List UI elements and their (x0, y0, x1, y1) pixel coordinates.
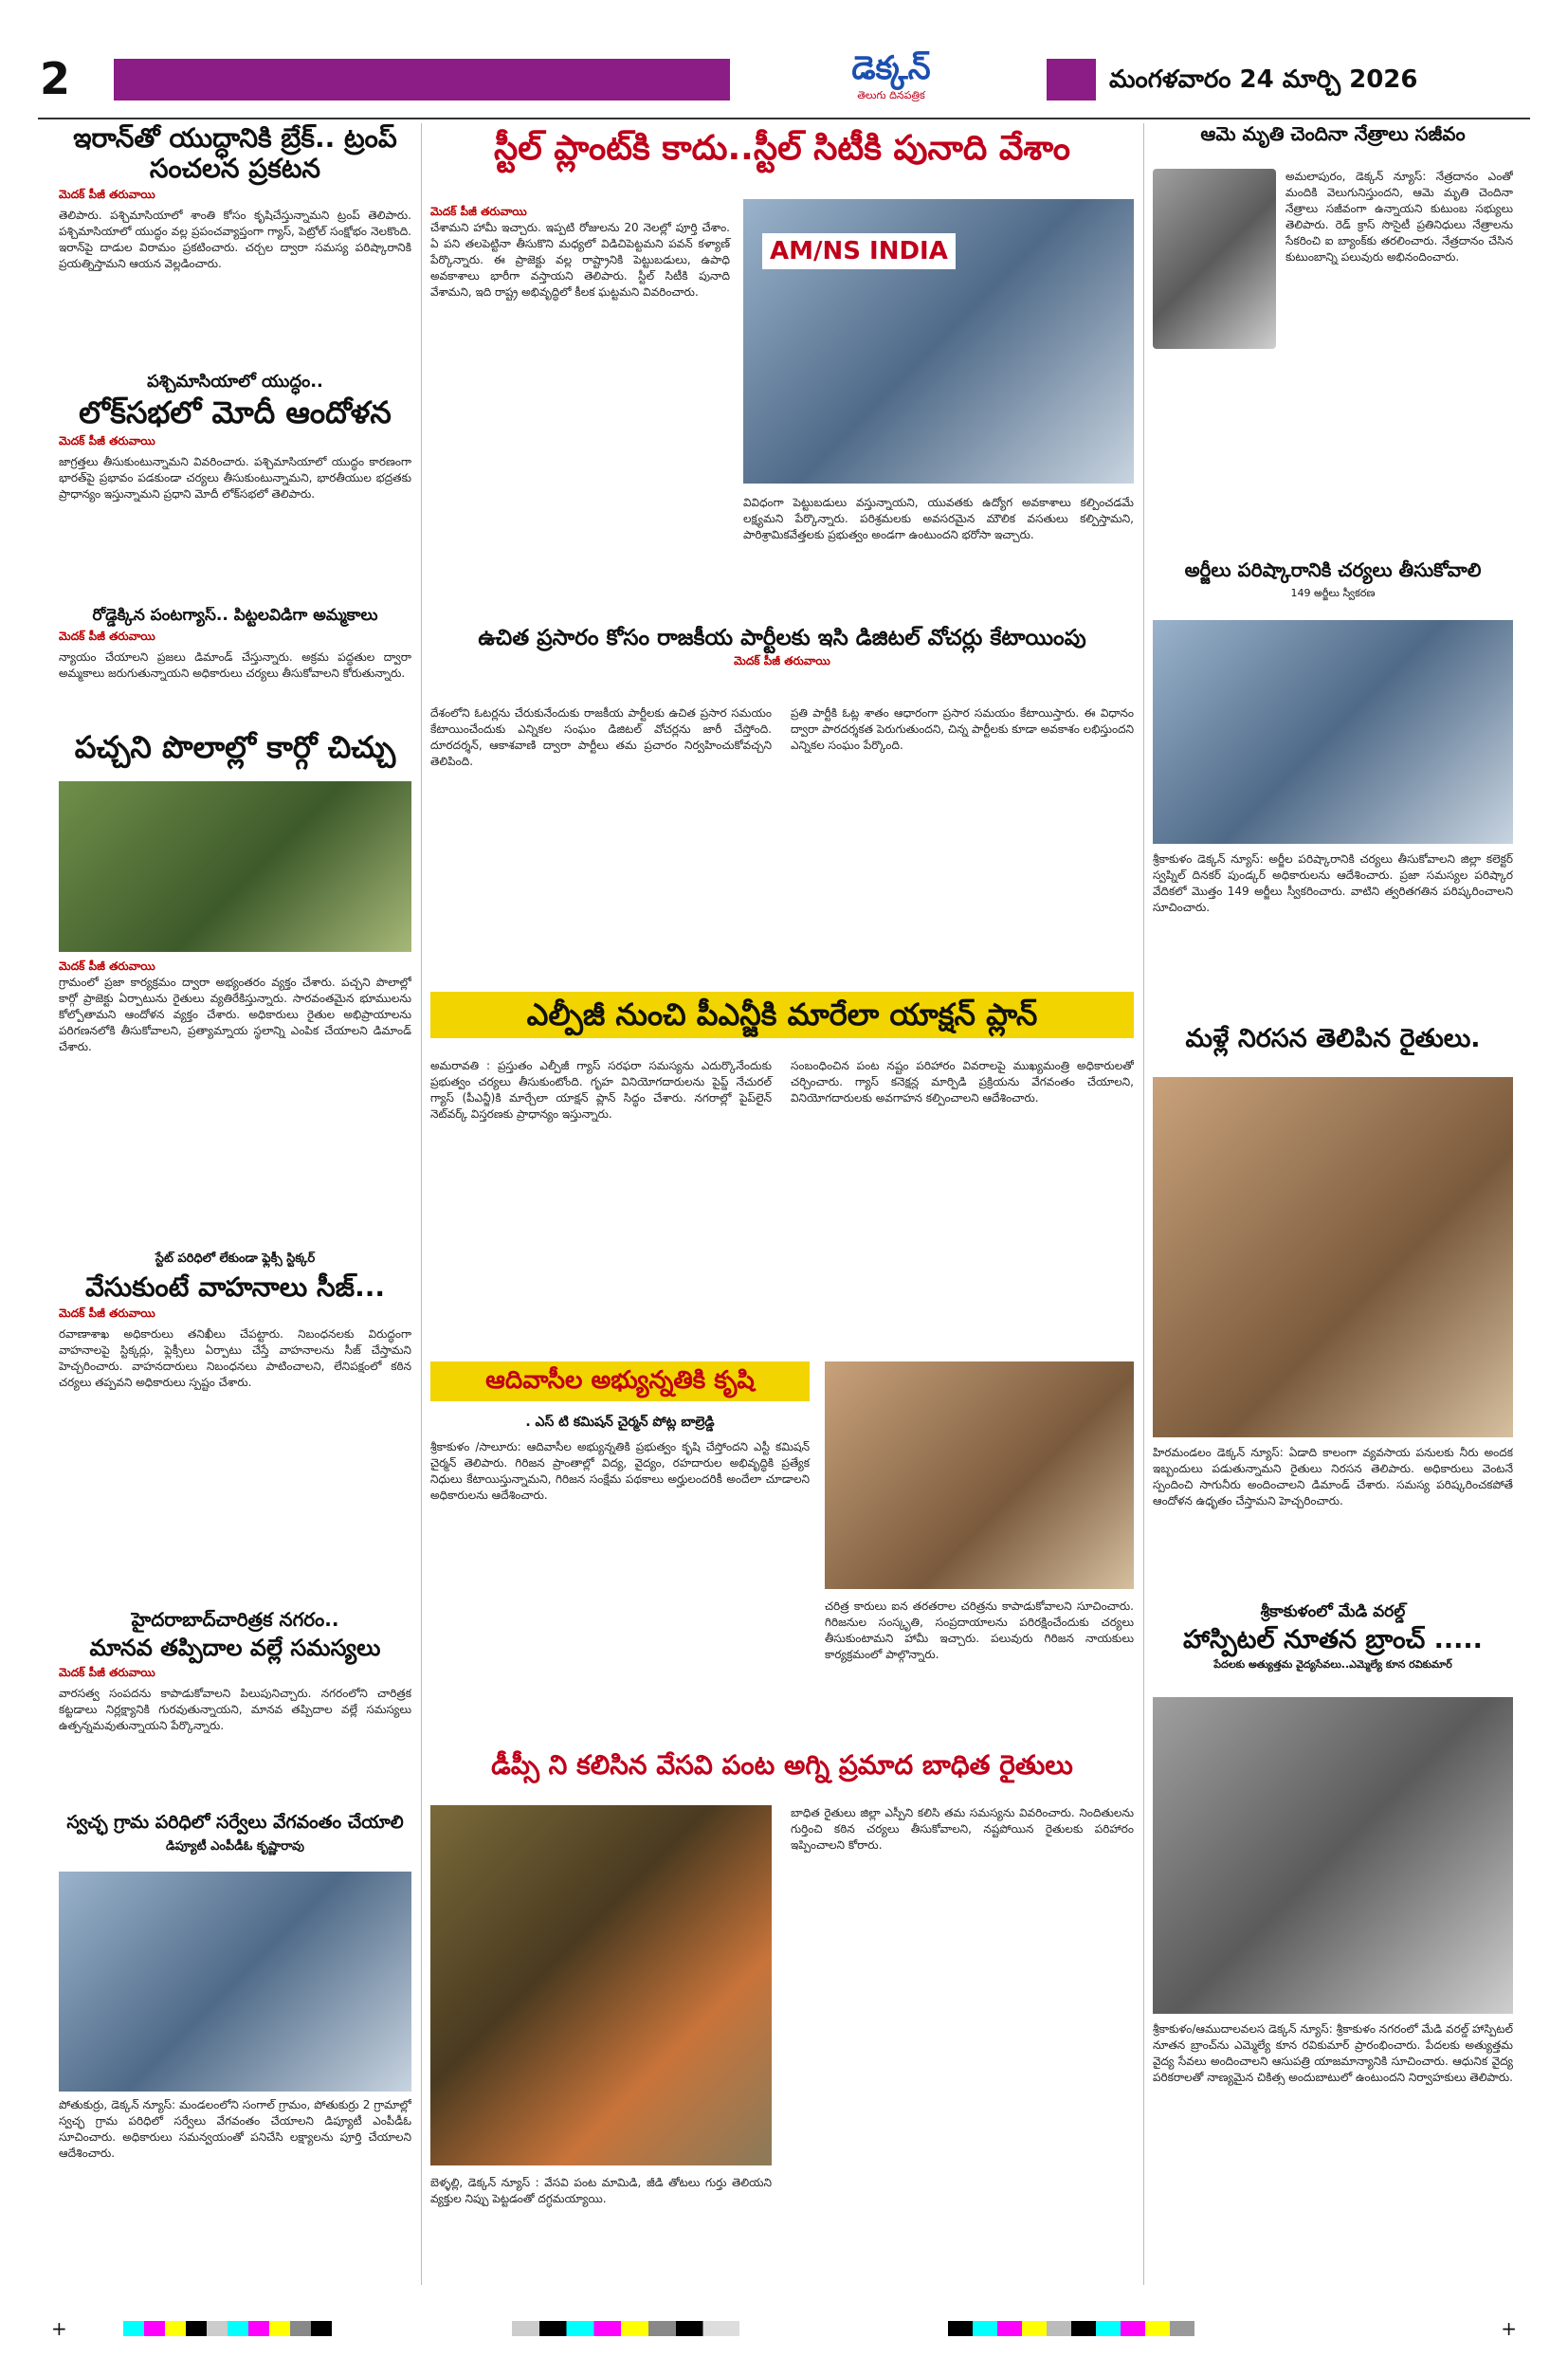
byline: మెదక్ పీజీ తరువాయి (430, 205, 527, 218)
article-body: ప్రతి పార్టీకి ఓట్ల శాతం ఆధారంగా ప్రసార సమయం కేటాయిస్తారు. ఈ విధానం ద్వారా పారదర్శకత పెరుగుతుందని, చిన్న పార్టీలకు కూడా అవకాశం లభిస్తుందని ఎన్నికల సంఘం పేర్కొంది. (791, 706, 1134, 753)
masthead-logo (796, 47, 986, 116)
headline: ఇరాన్‌తో యుద్ధానికి బ్రేక్.. ట్రంప్ సంచలన ప్రకటన (73, 123, 397, 185)
article-hospital-branch (1153, 1602, 1513, 2266)
article-eye-donation (1153, 123, 1513, 550)
photo-sign: AM/NS INDIA (762, 233, 956, 269)
article-body: జాగ్రత్తలు తీసుకుంటున్నామని వివరించారు. పశ్చిమాసియాలో యుద్ధం కారణంగా భారత్‌పై ప్రభావం పడకుండా చర్యలు తీసుకుంటున్నామని, భారతీయుల భద్రతకు ప్రాధాన్యం ఇస్తున్నామని ప్రధాని మోదీ లోక్‌సభలో తెలిపారు. (59, 454, 411, 501)
article-body: అమరావతి : ప్రస్తుతం ఎల్పీజీ గ్యాస్ సరఫరా సమస్యను ఎదుర్కొనేందుకు ప్రభుత్వం చర్యలు తీసుకుంటోంది. గృహ వినియోగదారులను పైప్డ్ నేచురల్ గ్యాస్ (పీఎన్జీ)కి మార్చేలా యాక్షన్ ప్లాన్ సిద్ధం చేశారు. నగరాల్లో పైప్‌లైన్ నెట్‌వర్క్ విస్తరణకు ప్రాధాన్యం ఇస్తున్నారు. (430, 1059, 772, 1122)
article-modi-concern (59, 372, 411, 599)
article-body: వివిధంగా పెట్టుబడులు వస్తున్నాయని, యువతకు ఉద్యోగ అవకాశాలు కల్పించడమే లక్ష్యమని పేర్కొన్నారు. పరిశ్రమలకు అవసరమైన మౌలిక వసతులు కల్పిస్తామని, పారిశ్రామికవేత్తలకు ప్రభుత్వం అండగా ఉంటుందని భరోసా ఇచ్చారు. (743, 496, 1134, 542)
header-band (114, 59, 730, 100)
headline: ఆమె మృతి చెందినా నేత్రాలు సజీవం (1200, 123, 1466, 145)
crosshair-icon: + (51, 2317, 67, 2340)
logo-text: డెక్కన్ (851, 49, 931, 87)
article-body: తెలిపారు. పశ్చిమాసియాలో శాంతి కోసం కృషిచేస్తున్నామని ట్రంప్ తెలిపారు. పశ్చిమాసియాలో యుద్ధం వల్ల ప్రపంచవ్యాప్తంగా గ్యాస్, పెట్రోల్ సంక్షోభం నెలకొంది. ఇరాన్‌పై దాడుల విరామం ప్రకటించారు. చర్చల ద్వారా సమస్య పరిష్కారానికి ప్రయత్నిస్తామని ఆయన వెల్లడించారు. (59, 209, 411, 271)
news-photo (1153, 1077, 1513, 1437)
byline: మెదక్ పీజీ తరువాయి (59, 629, 155, 643)
headline-banner (430, 1361, 810, 1401)
header-divider (38, 118, 1530, 119)
news-photo (59, 1872, 411, 2092)
byline: మెదక్ పీజీ తరువాయి (734, 654, 830, 668)
header-date: మంగళవారం 24 మార్చి 2026 (1109, 65, 1418, 94)
photo-caption: 149 అర్జీలు స్వీకరణ (1290, 587, 1376, 599)
article-digital-vouchers (430, 626, 1134, 986)
news-photo (430, 1805, 772, 2165)
byline: మెదక్ పీజీ తరువాయి (59, 1665, 155, 1679)
article-body: వారసత్వ సంపదను కాపాడుకోవాలని పిలుపునిచ్చారు. నగరంలోని చారిత్రక కట్టడాలు నిర్లక్ష్యానికి గురవుతున్నాయని, మానవ తప్పిదాల వల్లే సమస్యలు ఉత్పన్నమవుతున్నాయని పేర్కొన్నారు. (59, 1686, 411, 1732)
article-body: రవాణాశాఖ అధికారులు తనిఖీలు చేపట్టారు. నిబంధనలకు విరుద్ధంగా వాహనాలపై స్టిక్కర్లు, ఫ్లెక్సీలు ఏర్పాటు చేస్తే వాహనాలను సీజ్ చేస్తామని హెచ్చరించారు. వాహనదారులు నిబంధనలు పాటించాలని, లేనిపక్షంలో కఠిన చర్యలు తప్పవని అధికారులు స్పష్టం చేశారు. (59, 1327, 411, 1390)
column-divider (421, 123, 422, 2285)
article-hyderabad (59, 1608, 411, 1807)
headline: పచ్చని పొలాల్లో కార్గో చిచ్చు (74, 730, 396, 765)
headline: ఉచిత ప్రసారం కోసం రాజకీయ పార్టీలకు ఇసి డిజిటల్ వోచర్లు కేటాయింపు (478, 626, 1086, 650)
article-body: చరిత్ర కారులు ఐన తరతరాల చరిత్రను కాపాడుకోవాలని సూచించారు. గిరిజనుల సంస్కృతి, సంప్రదాయాలను పరిరక్షించేందుకు చర్యలు తీసుకుంటామని హామీ ఇచ్చారు. పలువురు గిరిజన నాయకులు కార్యక్రమంలో పాల్గొన్నారు. (825, 1599, 1134, 1662)
article-swachh-survey (59, 1813, 411, 2258)
headline: రోడ్డెక్కిన పంటగ్యాస్.. పిట్టలవిడిగా అమ్మకాలు (92, 607, 378, 625)
byline: మెదక్ పీజీ తరువాయి (59, 188, 155, 202)
news-photo (1153, 1697, 1513, 2014)
article-petitions (1153, 559, 1513, 1014)
article-body: సంబంధించిన పంట నష్టం పరిహారం వివరాలపై ముఖ్యమంత్రి అధికారులతో చర్చించారు. గ్యాస్ కనెక్షన్ల మార్పిడి ప్రక్రియను వేగవంతం చేయాలని, వినియోగదారులకు అవగాహన కల్పించాలని ఆదేశించారు. (791, 1059, 1134, 1105)
registration-marks (38, 2317, 1530, 2340)
article-body: పోతుకుర్రు, డెక్కన్ న్యూస్: మండలంలోని సంగాల్ గ్రామం, పోతుకుర్రు 2 గ్రామాల్లో స్వచ్ఛ గ్రామ పరిధిలో సర్వేలు వేగవంతం చేయాలని డిప్యూటీ ఎంపీడీఓ సూచించారు. అధికారులు సమన్వయంతో పనిచేసి లక్ష్యాలను పూర్తి చేయాలని ఆదేశించారు. (59, 2098, 411, 2161)
headline: వేసుకుంటే వాహనాలు సీజ్... (84, 1271, 386, 1303)
article-cargo (59, 730, 411, 1242)
subhead: . ఎస్ టి కమిషన్ చైర్మన్ పోట్ల బాల్రెడ్డి (525, 1415, 715, 1430)
color-bar (123, 2321, 332, 2336)
headline: డీప్సీ ని కలిసిన వేసవి పంట అగ్ని ప్రమాద బాధిత రైతులు (491, 1750, 1073, 1781)
article-gas-sales (59, 607, 411, 721)
headline: హాస్పిటల్ నూతన బ్రాంచ్ ..... (1183, 1625, 1483, 1654)
article-lpg-png (430, 992, 1134, 1352)
article-body: శ్రీకాకుళం /సాలూరు: ఆదివాసీల అభ్యున్నతికి ప్రభుత్వం కృషి చేస్తోందని ఎస్టీ కమిషన్ చైర్మన్ తెలిపారు. గిరిజన ప్రాంతాల్లో విద్య, వైద్యం, రహదారుల అభివృద్ధికి ప్రత్యేక నిధులు కేటాయిస్తున్నామని, గిరిజన సంక్షేమ పథకాలు అర్హులందరికీ అందేలా చూడాలని అధికారులను ఆదేశించారు. (430, 1440, 810, 1503)
kicker: స్టేట్ పరిధిలో లేకుండా ఫ్లెక్సీ స్టిక్కర్ (155, 1252, 316, 1266)
headline-banner (430, 992, 1134, 1038)
article-body: శ్రీకాకుళం డెక్కన్ న్యూస్: అర్జీల పరిష్కారానికి చర్యలు తీసుకోవాలని జిల్లా కలెక్టర్ స్వప్నిల్ దినకర్ పుండ్కర్ అధికారులను ఆదేశించారు. ప్రజా సమస్యల పరిష్కార వేదికలో మొత్తం 149 అర్జీలు స్వీకరించారు. వాటిని త్వరితగతిన పరిష్కరించాలని సూచించారు. (1153, 852, 1513, 915)
headline: ఆదివాసీల అభ్యున్నతికి కృషి (485, 1366, 755, 1395)
photo-caption: మెదక్ పీజీ తరువాయి (59, 959, 155, 973)
article-body: శ్రీకాకుళం/ఆముదాలవలస డెక్కన్ న్యూస్: శ్రీకాకుళం నగరంలో మేడి వరల్డ్ హాస్పిటల్ నూతన బ్రాంచ్‌ను ఎమ్మెల్యే కూన రవికుమార్ ప్రారంభించారు. పేదలకు అత్యుత్తమ వైద్య సేవలు అందించాలని ఆసుపత్రి యాజమాన్యానికి సూచించారు. ఆధునిక వైద్య పరికరాలతో నాణ్యమైన చికిత్స అందుబాటులో ఉంటుందని నిర్వాహకులు తెలిపారు. (1153, 2022, 1513, 2085)
header-band-right (1047, 59, 1096, 100)
article-body: చేశామని హామీ ఇచ్చారు. ఇప్పటి రోజులను 20 నెలల్లో పూర్తి చేశాం. ఏ పని తలపెట్టినా తీసుకొని మధ్యలో విడిచిపెట్టమని పవన్ కళ్యాణ్ పేర్కొన్నారు. ఈ ప్రాజెక్టు వల్ల రాష్ట్రానికి పెట్టుబడులు, ఉపాధి అవకాశాలు భారీగా వస్తాయని తెలిపారు. స్టీల్ సిటీకి పునాది వేశామని, ఇది రాష్ట్ర అభివృద్ధిలో కీలక ఘట్టమని వివరించారు. (430, 221, 730, 300)
article-steel-city (430, 123, 1134, 616)
article-vehicle-seize (59, 1252, 411, 1602)
news-photo (743, 199, 1134, 484)
logo-subtext: తెలుగు దినపత్రిక (857, 89, 925, 101)
subhead: పేదలకు అత్యుత్తమ వైద్యసేవలు..ఎమ్మెల్యే కూన రవికుమార్ (1213, 1658, 1452, 1672)
news-photo (825, 1361, 1134, 1589)
kicker: పశ్చిమాసియాలో యుద్ధం.. (147, 372, 323, 392)
color-bar (512, 2321, 739, 2336)
article-fire-farmers (430, 1750, 1134, 2262)
headline: ఎల్పీజీ నుంచి పీఎన్జీకి మారేలా యాక్షన్ ప్లాన్ (526, 996, 1038, 1032)
column-divider (1143, 123, 1144, 2285)
headline: అర్జీలు పరిష్కారానికి చర్యలు తీసుకోవాలి (1184, 559, 1482, 581)
color-bar (948, 2321, 1194, 2336)
kicker: శ్రీకాకుళంలో మేడి వరల్డ్ (1260, 1602, 1406, 1621)
article-iran-truce (59, 123, 411, 360)
headline: మళ్లే నిరసన తెలిపిన రైతులు. (1185, 1024, 1481, 1053)
portrait-photo (1153, 169, 1276, 349)
article-farmers-protest (1153, 1024, 1513, 1593)
byline: మెదక్ పీజీ తరువాయి (59, 433, 155, 448)
article-body: న్యాయం చేయాలని ప్రజలు డిమాండ్ చేస్తున్నారు. అక్రమ పద్ధతుల ద్వారా అమ్మకాలు జరుగుతున్నాయని అధికారులు చర్యలు తీసుకోవాలని కోరుతున్నారు. (59, 649, 411, 680)
article-body: బెళ్ళల్లి, డెక్కన్ న్యూస్ : వేసవి పంట మామిడి, జీడి తోటలు గుర్తు తెలియని వ్యక్తుల నిప్పు పెట్టడంతో దగ్ధమయ్యాయి. (430, 2176, 772, 2206)
article-body: అమలాపురం, డెక్కన్ న్యూస్: నేత్రదానం ఎంతో మందికి వెలుగునిస్తుందని, ఆమె మృతి చెందినా నేత్రాలు సజీవంగా ఉన్నాయని కుటుంబ సభ్యులు తెలిపారు. రెడ్ క్రాస్ సొసైటీ ప్రతినిధులు నేత్రాలను సేకరించి ఐ బ్యాంక్‌కు తరలించారు. నేత్రదానం చేసిన కుటుంబాన్ని పలువురు అభినందించారు. (1285, 170, 1513, 265)
article-body: బాధిత రైతులు జిల్లా ఎస్పీని కలిసి తమ సమస్యను వివరించారు. నిందితులను గుర్తించి కఠిన చర్యలు తీసుకోవాలని, నష్టపోయిన రైతులకు పరిహారం ఇప్పించాలని కోరారు. (791, 1806, 1134, 1853)
page-number: 2 (40, 53, 71, 104)
article-adivasi (430, 1361, 1134, 1741)
news-photo (1153, 620, 1513, 844)
news-photo (59, 781, 411, 952)
article-body: దేశంలోని ఓటర్లను చేరుకునేందుకు రాజకీయ పార్టీలకు ఉచిత ప్రసార సమయం కేటాయించేందుకు ఎన్నికల సంఘం డిజిటల్ వోచర్లను జారీ చేస్తోంది. దూరదర్శన్, ఆకాశవాణి ద్వారా పార్టీలు తమ ప్రచారం నిర్వహించుకోవచ్చని తెలిపింది. (430, 706, 772, 769)
subhead: డిప్యూటీ ఎంపీడీఓ కృష్ణారావు (165, 1838, 305, 1854)
article-body: హిరమండలం డెక్కన్ న్యూస్: ఏడాది కాలంగా వ్యవసాయ పనులకు నీరు అందక ఇబ్బందులు పడుతున్నామని రైతులు నిరసన తెలిపారు. అధికారులు వెంటనే స్పందించి సాగునీరు అందించాలని డిమాండ్ చేశారు. సమస్య పరిష్కరించకపోతే ఆందోళన ఉధృతం చేస్తామని హెచ్చరించారు. (1153, 1446, 1513, 1508)
headline: స్వచ్ఛ గ్రామ పరిధిలో సర్వేలు వేగవంతం చేయాలి (66, 1813, 404, 1833)
crosshair-icon: + (1501, 2317, 1517, 2340)
byline: మెదక్ పీజీ తరువాయి (59, 1306, 155, 1321)
headline: మానవ తప్పిదాల వల్లే సమస్యలు (89, 1635, 381, 1661)
article-body: గ్రామంలో ప్రజా కార్యక్రమం ద్వారా అభ్యంతరం వ్యక్తం చేశారు. పచ్చని పొలాల్లో కార్గో ప్రాజెక్టు ఏర్పాటును రైతులు వ్యతిరేకిస్తున్నారు. సారవంతమైన భూములను కోల్పోతామని ఆందోళన వ్యక్తం చేశారు. అధికారులు రైతుల అభిప్రాయాలను పరిగణనలోకి తీసుకోవాలని, ప్రత్యామ్నాయ స్థలాన్ని ఎంపిక చేయాలని డిమాండ్ చేశారు. (59, 976, 411, 1054)
headline: స్టీల్ ప్లాంట్‌కి కాదు..స్టీల్ సిటీకి పునాది వేశాం (493, 129, 1071, 168)
kicker: హైదరాబాద్‌‌‌‌చారిత్రక నగరం.. (131, 1608, 339, 1631)
headline: లోక్‌సభలో మోదీ ఆందోళన (79, 394, 392, 430)
